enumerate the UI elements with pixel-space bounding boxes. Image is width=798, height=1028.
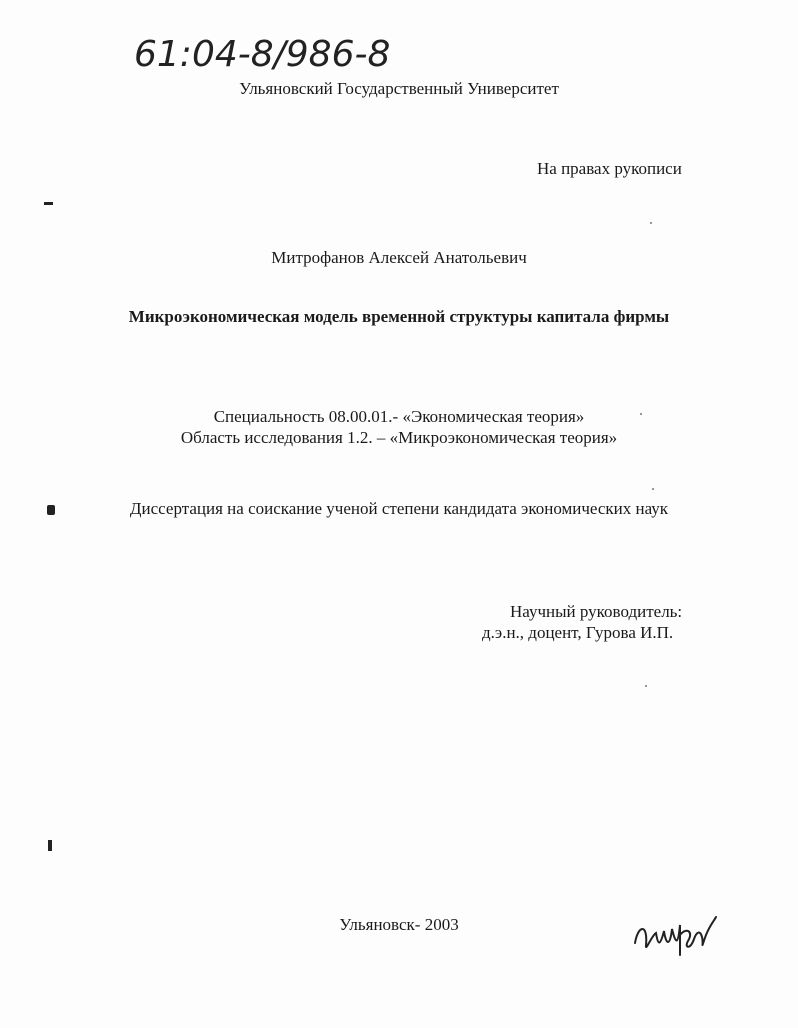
author-name: Митрофанов Алексей Анатольевич xyxy=(271,248,527,267)
rights-note: На правах рукописи xyxy=(537,159,682,178)
signature-image xyxy=(630,905,720,965)
archive-number-text: 61:04-8/986-8 xyxy=(134,34,391,75)
supervisor-name: д.э.н., доцент, Гурова И.П. xyxy=(482,623,674,642)
scan-dot xyxy=(645,685,647,687)
dissertation-title: Микроэкономическая модель временной структуры капитала фирмы xyxy=(128,307,670,326)
scan-mark xyxy=(44,202,53,205)
scan-mark xyxy=(47,505,55,515)
scan-dot xyxy=(640,413,642,415)
handwritten-archive-number xyxy=(130,22,460,82)
supervisor-label: Научный руководитель: xyxy=(510,602,683,621)
scan-mark xyxy=(48,840,52,851)
dissertation-note: Диссертация на соискание ученой степени кандидата экономических наук xyxy=(129,499,669,518)
specialty-line: Специальность 08.00.01.- «Экономическая теория» xyxy=(213,407,585,426)
city-year: Ульяновск- 2003 xyxy=(339,915,459,934)
research-area-line: Область исследования 1.2. – «Микроэкономическая теория» xyxy=(180,428,618,447)
university-name: Ульяновский Государственный Университет xyxy=(239,79,559,98)
scan-dot xyxy=(652,488,654,490)
scan-dot xyxy=(650,222,652,224)
